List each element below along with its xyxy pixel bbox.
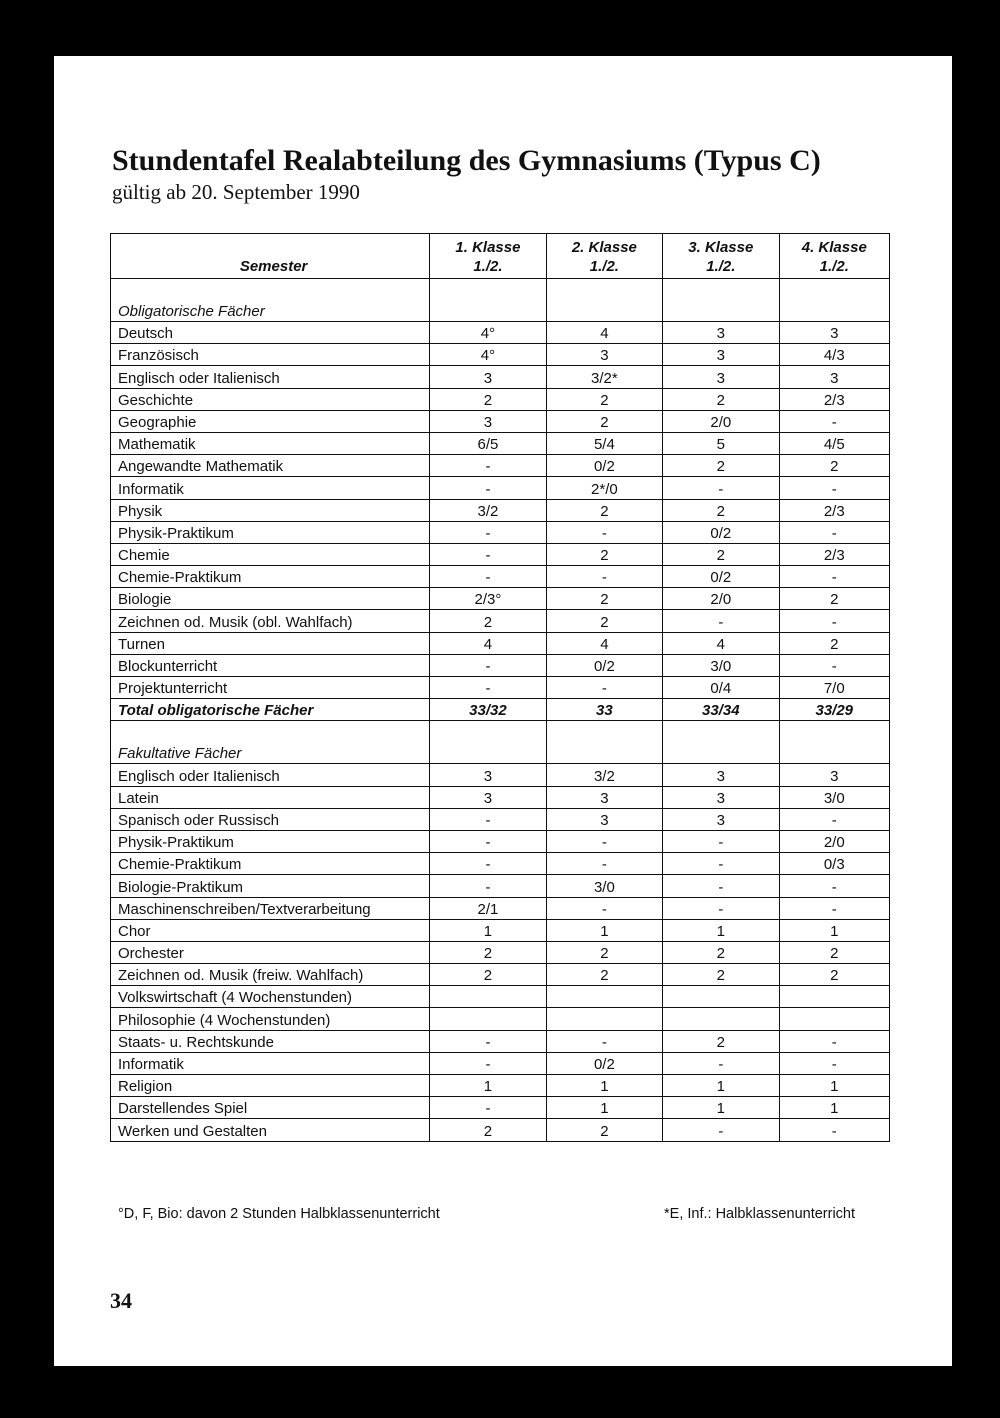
hours-cell: 2: [430, 1119, 546, 1141]
empty-cell: [779, 279, 889, 322]
empty-cell: [546, 279, 662, 322]
klasse-3-label: 3. Klasse: [688, 239, 754, 256]
hours-cell: -: [430, 1097, 546, 1119]
hours-cell: 3: [663, 366, 779, 388]
hours-cell: 2: [779, 632, 889, 654]
hours-cell: [779, 986, 889, 1008]
section-heading: Fakultative Fächer: [111, 721, 430, 764]
hours-cell: 33/29: [779, 699, 889, 721]
hours-cell: [546, 1008, 662, 1030]
table-row: [111, 499, 890, 521]
hours-cell: 2: [663, 388, 779, 410]
table-row: [111, 521, 890, 543]
table-row: [111, 1075, 890, 1097]
hours-cell: 2: [663, 543, 779, 565]
subject-cell: Chemie: [111, 543, 430, 565]
hours-cell: 2: [663, 964, 779, 986]
hours-cell: -: [430, 477, 546, 499]
hours-cell: -: [663, 1052, 779, 1074]
table-row: [111, 388, 890, 410]
subject-cell: Chemie-Praktikum: [111, 853, 430, 875]
hours-cell: -: [430, 654, 546, 676]
subject-cell: Orchester: [111, 941, 430, 963]
hours-cell: 1: [779, 919, 889, 941]
hours-cell: -: [430, 830, 546, 852]
table-row: [111, 410, 890, 432]
hours-cell: -: [779, 410, 889, 432]
table-row: [111, 1030, 890, 1052]
hours-cell: 2: [779, 455, 889, 477]
hours-cell: 2: [546, 610, 662, 632]
hours-cell: -: [779, 566, 889, 588]
empty-cell: [779, 721, 889, 764]
subject-cell: Mathematik: [111, 432, 430, 454]
hours-cell: [663, 986, 779, 1008]
subject-cell: Maschinenschreiben/Textverarbeitung: [111, 897, 430, 919]
hours-cell: 0/2: [663, 521, 779, 543]
hours-cell: -: [779, 610, 889, 632]
subject-cell: Französisch: [111, 344, 430, 366]
hours-cell: 2: [546, 588, 662, 610]
hours-cell: -: [663, 477, 779, 499]
klasse-1-header: [430, 234, 546, 279]
table-row: [111, 566, 890, 588]
hours-cell: 1: [779, 1097, 889, 1119]
subject-cell: Volkswirtschaft (4 Wochenstunden): [111, 986, 430, 1008]
subject-cell: Biologie-Praktikum: [111, 875, 430, 897]
subject-cell: Physik: [111, 499, 430, 521]
table-row: [111, 897, 890, 919]
hours-cell: -: [779, 875, 889, 897]
table-row: [111, 986, 890, 1008]
table-row: [111, 366, 890, 388]
table-header-row: [111, 234, 890, 279]
subject-cell: Physik-Praktikum: [111, 521, 430, 543]
subject-cell: Turnen: [111, 632, 430, 654]
table-row: [111, 786, 890, 808]
hours-cell: 4/5: [779, 432, 889, 454]
hours-cell: -: [430, 543, 546, 565]
hours-cell: 3: [779, 366, 889, 388]
hours-cell: 2: [663, 455, 779, 477]
hours-cell: 2: [546, 941, 662, 963]
page-subtitle: gültig ab 20. September 1990: [112, 180, 360, 204]
hours-cell: -: [779, 654, 889, 676]
hours-cell: 0/3: [779, 853, 889, 875]
hours-cell: 3: [546, 808, 662, 830]
hours-cell: 5/4: [546, 432, 662, 454]
hours-cell: 0/2: [546, 1052, 662, 1074]
hours-cell: -: [663, 610, 779, 632]
hours-cell: 2: [430, 964, 546, 986]
subject-cell: Englisch oder Italienisch: [111, 764, 430, 786]
hours-cell: -: [546, 853, 662, 875]
hours-cell: 4: [546, 322, 662, 344]
hours-cell: 0/2: [546, 654, 662, 676]
subject-cell: Chor: [111, 919, 430, 941]
stundentafel-table: [110, 233, 890, 1142]
hours-cell: 1: [546, 919, 662, 941]
page-title: Stundentafel Realabteilung des Gymnasiums (Typus C): [112, 144, 821, 177]
table-row: [111, 830, 890, 852]
hours-cell: 3: [663, 808, 779, 830]
hours-cell: 3: [663, 786, 779, 808]
klasse-3-semester: 1./2.: [706, 258, 736, 275]
semester-header: Semester: [111, 234, 430, 279]
hours-cell: 4/3: [779, 344, 889, 366]
klasse-4-label: 4. Klasse: [801, 239, 867, 256]
hours-cell: 2: [779, 941, 889, 963]
hours-cell: -: [430, 677, 546, 699]
hours-cell: 2: [546, 388, 662, 410]
hours-cell: 3/2: [546, 764, 662, 786]
subject-cell: Deutsch: [111, 322, 430, 344]
hours-cell: 2/0: [663, 588, 779, 610]
hours-cell: [430, 1008, 546, 1030]
hours-cell: 3/2*: [546, 366, 662, 388]
hours-cell: 1: [663, 1075, 779, 1097]
hours-cell: -: [430, 455, 546, 477]
hours-cell: 3: [779, 322, 889, 344]
hours-cell: 2: [663, 499, 779, 521]
hours-cell: 3: [663, 322, 779, 344]
hours-cell: 4°: [430, 322, 546, 344]
hours-cell: -: [779, 477, 889, 499]
subject-cell: Chemie-Praktikum: [111, 566, 430, 588]
subject-cell: Physik-Praktikum: [111, 830, 430, 852]
hours-cell: 2: [430, 388, 546, 410]
table-row: [111, 1008, 890, 1030]
hours-cell: 2/3: [779, 499, 889, 521]
hours-cell: 3/0: [663, 654, 779, 676]
table-row: [111, 1097, 890, 1119]
hours-cell: 4: [546, 632, 662, 654]
hours-cell: -: [430, 1030, 546, 1052]
hours-cell: -: [546, 830, 662, 852]
footnote-half-class: °D, F, Bio: davon 2 Stunden Halbklassenunterricht: [118, 1206, 440, 1222]
hours-cell: -: [430, 521, 546, 543]
document-page: [54, 56, 952, 1366]
table-row: [111, 677, 890, 699]
hours-cell: -: [663, 830, 779, 852]
empty-cell: [430, 279, 546, 322]
table-body: [111, 234, 890, 1142]
table-row: [111, 432, 890, 454]
subject-cell: Informatik: [111, 1052, 430, 1074]
hours-cell: 3: [663, 764, 779, 786]
subject-cell: Spanisch oder Russisch: [111, 808, 430, 830]
table-row: [111, 808, 890, 830]
hours-cell: [430, 986, 546, 1008]
table-row: [111, 764, 890, 786]
hours-cell: 2*/0: [546, 477, 662, 499]
klasse-4-semester: 1./2.: [819, 258, 849, 275]
hours-cell: 1: [663, 1097, 779, 1119]
hours-cell: 4°: [430, 344, 546, 366]
hours-cell: 1: [546, 1097, 662, 1119]
hours-cell: -: [546, 1030, 662, 1052]
hours-cell: -: [546, 677, 662, 699]
table-row: [111, 610, 890, 632]
hours-cell: 4: [430, 632, 546, 654]
subject-cell: Englisch oder Italienisch: [111, 366, 430, 388]
table-row: [111, 543, 890, 565]
table-row: [111, 964, 890, 986]
hours-cell: -: [779, 1030, 889, 1052]
hours-cell: 4: [663, 632, 779, 654]
hours-cell: -: [663, 897, 779, 919]
hours-cell: 2: [663, 1030, 779, 1052]
page-number: 34: [110, 1288, 132, 1313]
hours-cell: -: [430, 853, 546, 875]
hours-cell: 2: [779, 588, 889, 610]
subject-cell: Staats- u. Rechtskunde: [111, 1030, 430, 1052]
hours-cell: 2: [430, 610, 546, 632]
empty-cell: [663, 721, 779, 764]
hours-cell: -: [430, 875, 546, 897]
hours-cell: 2: [546, 499, 662, 521]
hours-cell: 3: [546, 344, 662, 366]
hours-cell: 3/0: [546, 875, 662, 897]
hours-cell: -: [546, 521, 662, 543]
hours-cell: 2: [546, 543, 662, 565]
hours-cell: 2/1: [430, 897, 546, 919]
hours-cell: 3: [663, 344, 779, 366]
table-row: [111, 344, 890, 366]
hours-cell: -: [779, 808, 889, 830]
hours-cell: 0/2: [663, 566, 779, 588]
table-row: [111, 875, 890, 897]
hours-cell: 33/34: [663, 699, 779, 721]
hours-cell: 1: [430, 1075, 546, 1097]
subject-cell: Philosophie (4 Wochenstunden): [111, 1008, 430, 1030]
subject-cell: Latein: [111, 786, 430, 808]
subject-cell: Geographie: [111, 410, 430, 432]
hours-cell: 3: [430, 410, 546, 432]
hours-cell: 0/4: [663, 677, 779, 699]
hours-cell: 1: [430, 919, 546, 941]
hours-cell: 2: [663, 941, 779, 963]
hours-cell: -: [430, 808, 546, 830]
hours-cell: -: [546, 897, 662, 919]
klasse-3-header: [663, 234, 779, 279]
subject-cell: Darstellendes Spiel: [111, 1097, 430, 1119]
hours-cell: 33: [546, 699, 662, 721]
hours-cell: 0/2: [546, 455, 662, 477]
hours-cell: -: [779, 521, 889, 543]
hours-cell: 3: [430, 366, 546, 388]
subject-cell: Blockunterricht: [111, 654, 430, 676]
hours-cell: 3/0: [779, 786, 889, 808]
hours-cell: 2/0: [779, 830, 889, 852]
subject-cell: Total obligatorische Fächer: [111, 699, 430, 721]
hours-cell: -: [779, 1052, 889, 1074]
hours-cell: 2: [779, 964, 889, 986]
hours-cell: -: [779, 897, 889, 919]
hours-cell: -: [663, 853, 779, 875]
table-row: [111, 1052, 890, 1074]
subject-cell: Projektunterricht: [111, 677, 430, 699]
footnote-english-informatik: *E, Inf.: Halbklassenunterricht: [664, 1206, 856, 1222]
hours-cell: 5: [663, 432, 779, 454]
subject-cell: Biologie: [111, 588, 430, 610]
empty-cell: [663, 279, 779, 322]
table-row: [111, 941, 890, 963]
hours-cell: 7/0: [779, 677, 889, 699]
hours-cell: -: [779, 1119, 889, 1141]
hours-cell: 2: [546, 410, 662, 432]
hours-cell: 3: [779, 764, 889, 786]
hours-cell: 2/3°: [430, 588, 546, 610]
klasse-1-semester: 1./2.: [473, 258, 503, 275]
hours-cell: 2: [430, 941, 546, 963]
hours-cell: 3: [430, 786, 546, 808]
table-row: [111, 632, 890, 654]
section-heading-row: [111, 721, 890, 764]
hours-cell: 2: [546, 964, 662, 986]
section-heading-row: [111, 279, 890, 322]
total-row: [111, 699, 890, 721]
hours-cell: 3/2: [430, 499, 546, 521]
hours-cell: 6/5: [430, 432, 546, 454]
table-row: [111, 654, 890, 676]
hours-cell: -: [430, 1052, 546, 1074]
subject-cell: Angewandte Mathematik: [111, 455, 430, 477]
klasse-2-header: [546, 234, 662, 279]
hours-cell: -: [663, 1119, 779, 1141]
hours-cell: 2/0: [663, 410, 779, 432]
hours-cell: -: [546, 566, 662, 588]
section-heading: Obligatorische Fächer: [111, 279, 430, 322]
subject-cell: Geschichte: [111, 388, 430, 410]
hours-cell: 1: [663, 919, 779, 941]
hours-cell: 33/32: [430, 699, 546, 721]
empty-cell: [546, 721, 662, 764]
subject-cell: Werken und Gestalten: [111, 1119, 430, 1141]
hours-cell: -: [430, 566, 546, 588]
hours-cell: [663, 1008, 779, 1030]
table-row: [111, 1119, 890, 1141]
subject-cell: Zeichnen od. Musik (obl. Wahlfach): [111, 610, 430, 632]
hours-cell: [546, 986, 662, 1008]
table-row: [111, 853, 890, 875]
empty-cell: [430, 721, 546, 764]
table-row: [111, 588, 890, 610]
table-row: [111, 919, 890, 941]
hours-cell: 2/3: [779, 388, 889, 410]
subject-cell: Informatik: [111, 477, 430, 499]
klasse-1-label: 1. Klasse: [455, 239, 521, 256]
hours-cell: 1: [779, 1075, 889, 1097]
hours-cell: -: [663, 875, 779, 897]
hours-cell: 3: [546, 786, 662, 808]
hours-cell: 3: [430, 764, 546, 786]
hours-cell: 1: [546, 1075, 662, 1097]
table-row: [111, 455, 890, 477]
subject-cell: Zeichnen od. Musik (freiw. Wahlfach): [111, 964, 430, 986]
klasse-2-semester: 1./2.: [589, 258, 619, 275]
hours-cell: 2: [546, 1119, 662, 1141]
hours-cell: [779, 1008, 889, 1030]
klasse-4-header: [779, 234, 889, 279]
table-row: [111, 322, 890, 344]
hours-cell: 2/3: [779, 543, 889, 565]
subject-cell: Religion: [111, 1075, 430, 1097]
table-row: [111, 477, 890, 499]
klasse-2-label: 2. Klasse: [571, 239, 637, 256]
